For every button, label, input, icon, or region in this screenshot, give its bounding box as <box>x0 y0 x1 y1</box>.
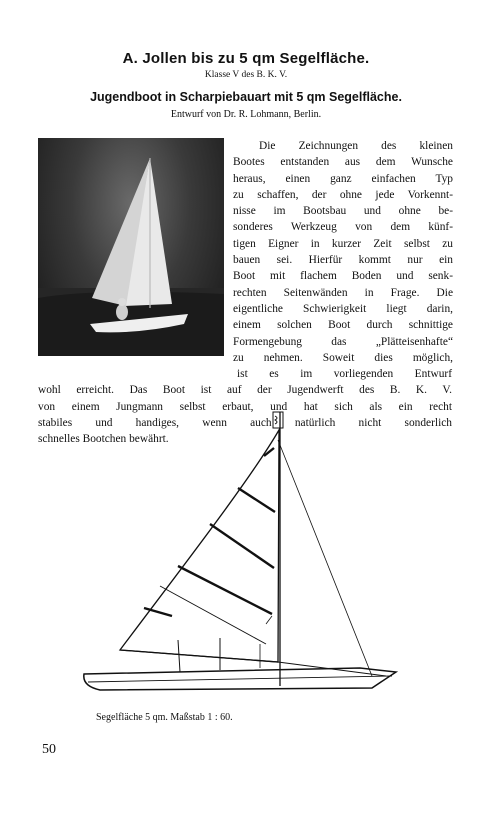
page-number: 50 <box>42 742 56 757</box>
text-line: tigen Eigner in kurzer Zeit selbst zu <box>233 237 453 250</box>
text-line: bauen sei. Hierfür kommt nur ein <box>233 254 453 267</box>
text-line: eigentliche Schwierigkeit liegt darin, <box>233 302 453 315</box>
text-line: zu nehmen. Soweit dies möglich, <box>233 351 453 364</box>
text-line: Formengebung das „Plätteisenhafte“ <box>233 335 453 348</box>
sailboat-photo-image <box>38 138 224 356</box>
sailboat-photo <box>38 138 224 356</box>
text-line: einem solchen Boot durch schnittige <box>233 319 453 332</box>
boat-title: Jugendboot in Scharpiebauart mit 5 qm Segelfläche. <box>90 90 402 104</box>
text-line: sonderes Werkzeug von dem künf- <box>233 221 453 234</box>
sail-plan-drawing <box>60 400 440 710</box>
sail-plan-svg <box>60 400 440 710</box>
class-note: Klasse V des B. K. V. <box>204 70 288 80</box>
intro-paragraph <box>233 138 453 366</box>
text-line: ist es im vorliegenden Entwurf <box>237 368 452 380</box>
text-line: Boot mit flachem Boden und senk- <box>233 270 453 283</box>
text-line: von einem Jungmann selbst erbaut, und hat sich als ein recht <box>38 400 452 413</box>
section-title: A. Jollen bis zu 5 qm Segelfläche. <box>122 50 370 67</box>
text-line: Die Zeichnungen des kleinen <box>259 140 453 152</box>
text-line: nisse im Bootsbau und ohne be- <box>233 205 453 218</box>
text-line: schnelles Bootchen bewährt. <box>38 433 169 446</box>
figure-caption: Segelfläche 5 qm. Maßstab 1 : 60. <box>96 712 233 723</box>
text-line: rechten Seitenwänden in Frage. Die <box>233 286 453 299</box>
text-line: stabiles und handiges, wenn auch natürlich nicht sonderlich <box>38 416 452 429</box>
text-line: heraus, einen ganz einfachen Typ <box>233 172 453 185</box>
designer-credit: Entwurf von Dr. R. Lohmann, Berlin. <box>170 109 322 120</box>
text-line: Bootes entstanden aus dem Wunsche <box>233 156 453 169</box>
text-line: wohl erreicht. Das Boot ist auf der Jugendwerft des B. K. V. <box>38 384 452 397</box>
text-line: zu schaffen, der ohne jede Vorkennt- <box>233 188 453 201</box>
